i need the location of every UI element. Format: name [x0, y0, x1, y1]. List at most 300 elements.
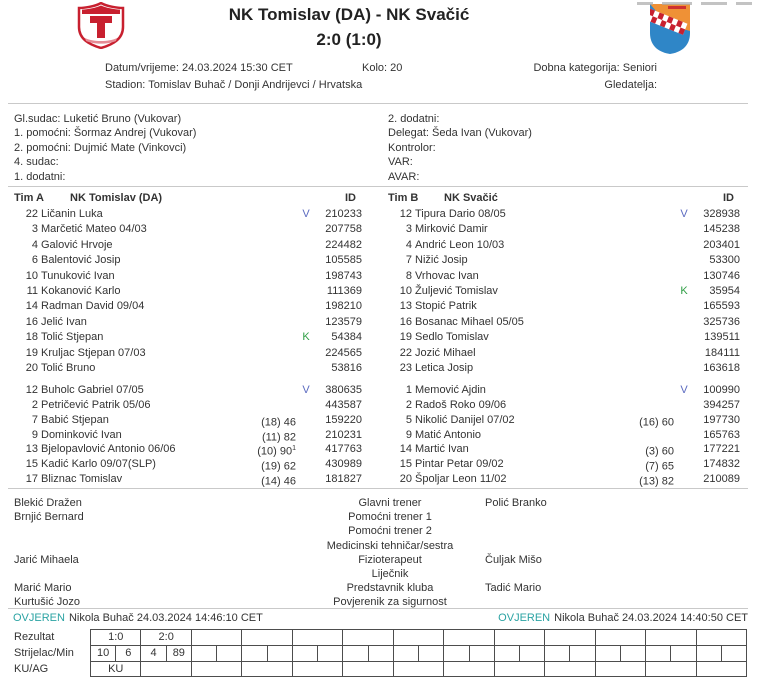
- scorer-minute-cell: [495, 646, 545, 661]
- player-number: 4: [405, 238, 412, 251]
- result-score-row: [91, 630, 746, 646]
- captain-goalkeeper-mark: [674, 472, 694, 487]
- captain-goalkeeper-mark: [296, 346, 316, 361]
- player-id: 394257: [703, 399, 740, 412]
- team-a-section: [14, 191, 362, 487]
- kuag-cell: [444, 662, 494, 677]
- player-id: 177221: [703, 443, 740, 456]
- kuag-cell: [192, 662, 242, 677]
- substitution-text: (11) 82: [261, 431, 296, 444]
- official-entry: 1. dodatni:: [14, 170, 66, 183]
- scorer-minute-row: [91, 646, 746, 662]
- player-id: 139511: [704, 331, 740, 344]
- scorer-number: [242, 646, 266, 661]
- player-row: [388, 442, 740, 457]
- divider: [8, 186, 748, 187]
- official-entry: Gl.sudac: Luketić Bruno (Vukovar): [14, 113, 182, 125]
- staff-row: [0, 553, 758, 567]
- player-id: 105585: [325, 254, 362, 267]
- player-number: 19: [399, 331, 412, 344]
- player-id: 53816: [331, 361, 362, 374]
- goal-minute: 89: [166, 646, 191, 661]
- captain-goalkeeper-mark: [674, 238, 694, 253]
- divider: [8, 103, 748, 104]
- staff-name-home: Marić Mario: [14, 582, 72, 595]
- substitution-text: (18) 46: [261, 416, 296, 429]
- captain-goalkeeper-mark: [296, 253, 316, 268]
- player-id: 325736: [703, 315, 740, 328]
- player-number: 10: [399, 284, 412, 297]
- score-cell: [444, 630, 494, 645]
- kuag-row-label: KU/AG: [14, 663, 49, 675]
- team-b-label: Tim B: [388, 192, 419, 204]
- player-id: 210231: [325, 428, 362, 441]
- player-row: [14, 413, 362, 428]
- attendance: Gledatelja:: [604, 79, 657, 91]
- player-name: Bliznac Tomislav: [41, 473, 123, 486]
- staff-role-label: Glavni trener: [358, 497, 422, 509]
- score-cell: [242, 630, 292, 645]
- player-id: 198743: [325, 269, 362, 282]
- substitution-info: [261, 472, 296, 487]
- player-name: Mirković Damir: [415, 223, 488, 236]
- scorer-minute-cell: [91, 646, 141, 661]
- player-row: [14, 284, 362, 299]
- kuag-cell: [394, 662, 444, 677]
- goal-minute: [721, 646, 746, 661]
- captain-goalkeeper-mark: [296, 238, 316, 253]
- score-cell: [646, 630, 696, 645]
- staff-row: [0, 510, 758, 524]
- scorer-minute-cell: [394, 646, 444, 661]
- player-name: Marčetić Mateo 04/03: [41, 223, 147, 236]
- player-number: 10: [25, 269, 38, 282]
- player-id: 165593: [703, 300, 740, 313]
- scorer-number: [697, 646, 721, 661]
- certified-by: Nikola Buhač 24.03.2024 14:40:50 CET: [554, 612, 748, 624]
- scorer-number: 10: [96, 647, 110, 659]
- staff-role-label: Fizioterapeut: [358, 553, 422, 566]
- captain-goalkeeper-mark: [296, 398, 316, 413]
- staff-name-home: Brnjić Bernard: [14, 511, 84, 524]
- player-id: 417763: [325, 443, 362, 456]
- captain-goalkeeper-mark: [674, 457, 694, 472]
- captain-goalkeeper-mark: [296, 457, 316, 472]
- certified-status: OVJEREN: [13, 612, 65, 624]
- captain-goalkeeper-mark: [674, 361, 694, 376]
- match-score: 2:0 (1:0): [316, 30, 382, 49]
- stadium: Stadion: Tomislav Buhač / Donji Andrijevci / Hrvatska: [105, 79, 363, 91]
- score-cell: [192, 630, 242, 645]
- player-number: 9: [31, 428, 38, 441]
- goal-minute: [216, 646, 241, 661]
- player-id: 123579: [325, 315, 362, 328]
- player-id: 35954: [709, 284, 740, 297]
- official-entry: Kontrolor:: [388, 141, 436, 154]
- score-cell: [596, 630, 646, 645]
- certification-home: [13, 612, 263, 625]
- player-name: Tolić Stjepan: [41, 331, 104, 344]
- official-entry: 4. sudac:: [14, 156, 59, 169]
- player-number: 22: [399, 346, 412, 359]
- player-number: 8: [405, 269, 412, 282]
- match-title: NK Tomislav (DA) - NK Svačić: [228, 5, 470, 24]
- score-cell: [343, 630, 393, 645]
- player-name: Nikolić Danijel 07/02: [415, 413, 515, 426]
- team-b-section: [388, 191, 740, 487]
- kuag-cell: [293, 662, 343, 677]
- player-number: 11: [26, 284, 38, 297]
- id-column-header: ID: [723, 192, 734, 204]
- captain-goalkeeper-mark: K: [302, 331, 310, 344]
- player-number: 9: [405, 428, 412, 441]
- scorer-minute-cell: [596, 646, 646, 661]
- result-row-label: Rezultat: [14, 631, 55, 643]
- scorer-minute-row-label: Strijelac/Min: [14, 647, 74, 659]
- team-b-starters: [388, 207, 740, 376]
- scorer-minute-cell: [141, 646, 191, 661]
- player-name: Pintar Petar 09/02: [415, 458, 504, 471]
- captain-goalkeeper-mark: [296, 284, 316, 299]
- certified-status: OVJEREN: [498, 612, 551, 624]
- scorer-number: [293, 646, 317, 661]
- player-number: 23: [399, 361, 412, 374]
- player-row: [388, 284, 740, 299]
- substitution-info: [261, 457, 296, 472]
- scorer-number: [495, 646, 519, 661]
- id-column-header: ID: [345, 192, 356, 204]
- player-number: 3: [31, 223, 38, 236]
- officials-right-column: [388, 112, 532, 184]
- player-name: Letica Josip: [415, 361, 474, 374]
- player-number: 15: [25, 458, 38, 471]
- captain-goalkeeper-mark: [674, 413, 694, 428]
- captain-goalkeeper-mark: [674, 222, 694, 237]
- player-name: Galović Hrvoje: [41, 238, 113, 251]
- player-id: 100990: [703, 384, 740, 397]
- staff-name-home: Kurtušić Jozo: [14, 596, 81, 609]
- player-id: 54384: [331, 331, 362, 344]
- player-number: 14: [399, 443, 412, 456]
- kuag-cell: [545, 662, 595, 677]
- player-name: Buholc Gabriel 07/05: [41, 384, 144, 397]
- captain-goalkeeper-mark: [674, 253, 694, 268]
- print-header-marks: [637, 2, 752, 5]
- captain-goalkeeper-mark: [296, 299, 316, 314]
- minute-superscript: 1: [292, 445, 296, 453]
- divider: [8, 488, 748, 489]
- player-name: Stopić Patrik: [415, 300, 477, 313]
- scorer-number: [545, 646, 569, 661]
- player-number: 7: [405, 254, 412, 267]
- captain-goalkeeper-mark: [674, 330, 694, 345]
- player-name: Jozić Mihael: [415, 346, 476, 359]
- goal-minute: [267, 646, 292, 661]
- player-row: [14, 238, 362, 253]
- player-id: 111369: [326, 284, 362, 297]
- print-mark: [701, 2, 727, 5]
- certification-away: [498, 612, 748, 625]
- goal-minute: [519, 646, 544, 661]
- substitution-info: [261, 413, 296, 428]
- player-row: [14, 299, 362, 314]
- player-row: [388, 428, 740, 443]
- team-b-name: NK Svačić: [444, 192, 498, 204]
- official-entry: AVAR:: [388, 170, 420, 183]
- player-name: Tipura Dario 08/05: [415, 208, 506, 220]
- player-row: [388, 398, 740, 413]
- spacer: [14, 376, 362, 383]
- player-id: 443587: [325, 399, 362, 412]
- player-row: [388, 330, 740, 345]
- player-name: Radoš Roko 09/06: [415, 399, 507, 412]
- team-a-name: NK Tomislav (DA): [70, 192, 163, 204]
- team-a-substitutes: [14, 383, 362, 487]
- player-name: Tolić Bruno: [41, 361, 96, 374]
- captain-goalkeeper-mark: V: [680, 208, 688, 220]
- substitution-info: [639, 472, 674, 487]
- player-row: [388, 361, 740, 376]
- captain-goalkeeper-mark: [674, 442, 694, 457]
- player-row: [388, 315, 740, 330]
- player-number: 16: [399, 315, 412, 328]
- scorer-minute-cell: [293, 646, 343, 661]
- kuag-cell: [646, 662, 696, 677]
- staff-row: [0, 539, 758, 553]
- player-number: 7: [31, 413, 38, 426]
- captain-goalkeeper-mark: [296, 413, 316, 428]
- player-name: Dominković Ivan: [41, 428, 122, 441]
- staff-name-away: Čuljak Mišo: [485, 553, 542, 566]
- player-name: Petričević Patrik 05/06: [41, 399, 151, 412]
- score-cell: [545, 630, 595, 645]
- kuag-cell: [242, 662, 292, 677]
- substitution-text: (19) 62: [261, 460, 296, 473]
- player-row: [14, 361, 362, 376]
- captain-goalkeeper-mark: [296, 269, 316, 284]
- player-number: 1: [405, 384, 412, 397]
- player-number: 19: [25, 346, 38, 359]
- captain-goalkeeper-mark: [674, 299, 694, 314]
- player-number: 13: [399, 300, 412, 313]
- player-name: Špoljar Leon 11/02: [415, 473, 507, 486]
- player-row: [14, 253, 362, 268]
- captain-goalkeeper-mark: V: [302, 208, 310, 220]
- staff-role-label: Liječnik: [371, 567, 409, 580]
- player-name: Andrić Leon 10/03: [415, 238, 505, 251]
- kuag-cell: [495, 662, 545, 677]
- substitution-info: [639, 413, 674, 428]
- match-title-block: [110, 2, 588, 52]
- score-cell: [394, 630, 444, 645]
- team-a-starters: [14, 207, 362, 376]
- player-number: 17: [25, 473, 38, 486]
- goal-minute: [368, 646, 393, 661]
- player-row: [14, 457, 362, 472]
- player-name: Vrhovac Ivan: [415, 269, 479, 282]
- staff-row: [0, 524, 758, 538]
- captain-goalkeeper-mark: [296, 315, 316, 330]
- player-row: [14, 398, 362, 413]
- player-row: [388, 253, 740, 268]
- kuag-row: [91, 662, 746, 677]
- scorer-number: [646, 646, 670, 661]
- away-club-crest-icon: [648, 3, 692, 55]
- player-id: 130746: [703, 269, 740, 282]
- player-id: 159220: [325, 413, 362, 426]
- staff-role-label: Predstavnik kluba: [346, 582, 434, 595]
- player-name: Matić Antonio: [415, 428, 482, 441]
- player-name: Balentović Josip: [41, 254, 121, 267]
- player-id: 198210: [325, 300, 362, 313]
- score-cell: [293, 630, 343, 645]
- team-b-substitutes: [388, 383, 740, 487]
- player-number: 18: [25, 331, 38, 344]
- player-name: Žuljević Tomislav: [415, 284, 498, 297]
- player-id: 197730: [703, 413, 740, 426]
- player-name: Radman David 09/04: [41, 300, 145, 313]
- captain-goalkeeper-mark: [296, 472, 316, 487]
- player-id: 207758: [325, 223, 362, 236]
- captain-goalkeeper-mark: [296, 442, 316, 457]
- substitution-text: (13) 82: [639, 475, 674, 488]
- scorer-minute-cell: [697, 646, 746, 661]
- spacer: [388, 376, 740, 383]
- kuag-cell: [141, 662, 191, 677]
- staff-name-away: Tadić Mario: [485, 582, 542, 595]
- officials-left-column: [14, 112, 196, 184]
- goal-minute: [469, 646, 494, 661]
- player-row: [388, 472, 740, 487]
- staff-row: [0, 567, 758, 581]
- scorer-minute-cell: [444, 646, 494, 661]
- kuag-cell: [596, 662, 646, 677]
- kuag-cell: [343, 662, 393, 677]
- player-number: 6: [31, 254, 38, 267]
- player-number: 4: [31, 238, 38, 251]
- player-number: 22: [25, 208, 38, 220]
- player-row: [388, 346, 740, 361]
- player-row: [388, 207, 740, 222]
- player-row: [14, 207, 362, 222]
- player-number: 2: [405, 399, 412, 412]
- player-row: [14, 269, 362, 284]
- goal-minute: 6: [115, 646, 140, 661]
- player-row: [14, 330, 362, 345]
- player-number: 12: [399, 208, 412, 220]
- captain-goalkeeper-mark: [674, 398, 694, 413]
- player-id: 53300: [709, 254, 740, 267]
- player-number: 13: [25, 443, 38, 456]
- goal-minute: [418, 646, 443, 661]
- player-name: Kruljac Stjepan 07/03: [41, 346, 146, 359]
- result-table: [90, 629, 747, 677]
- captain-goalkeeper-mark: [674, 315, 694, 330]
- staff-role-label: Povjerenik za sigurnost: [333, 596, 447, 609]
- goal-minute: [569, 646, 594, 661]
- substitution-info: [645, 442, 674, 457]
- age-category: Dobna kategorija: Seniori: [533, 62, 657, 74]
- scorer-number: [596, 646, 620, 661]
- scorer-minute-cell: [343, 646, 393, 661]
- print-mark: [662, 2, 692, 5]
- player-row: [14, 442, 362, 457]
- official-entry: Delegat: Šeda Ivan (Vukovar): [388, 127, 532, 140]
- score-cell: 2:0: [141, 630, 191, 645]
- captain-goalkeeper-mark: V: [680, 384, 688, 397]
- player-row: [14, 428, 362, 443]
- match-datetime: Datum/vrijeme: 24.03.2024 15:30 CET: [105, 62, 293, 74]
- player-number: 12: [25, 384, 38, 397]
- substitution-text: (3) 60: [645, 446, 674, 459]
- player-number: 20: [399, 473, 412, 486]
- player-name: Jelić Ivan: [41, 315, 87, 328]
- player-id: 165763: [703, 428, 740, 441]
- staff-role-label: Medicinski tehničar/sestra: [326, 539, 454, 552]
- goal-minute: [317, 646, 342, 661]
- print-mark: [637, 2, 653, 5]
- player-name: Kokanović Karlo: [41, 284, 121, 297]
- official-entry: 2. dodatni:: [388, 113, 440, 125]
- print-mark: [736, 2, 752, 5]
- player-row: [14, 315, 362, 330]
- official-entry: 2. pomoćni: Dujmić Mate (Vinkovci): [14, 141, 187, 154]
- player-number: 14: [25, 300, 38, 313]
- player-name: Bosanac Mihael 05/05: [415, 315, 524, 328]
- staff-row: [0, 581, 758, 595]
- substitution-info: [262, 428, 296, 443]
- captain-goalkeeper-mark: [296, 222, 316, 237]
- scorer-minute-cell: [545, 646, 595, 661]
- scorer-number: [394, 646, 418, 661]
- player-name: Babić Stjepan: [41, 413, 109, 426]
- player-name: Sedlo Tomislav: [415, 331, 489, 344]
- official-entry: VAR:: [388, 156, 413, 169]
- staff-role-label: Pomoćni trener 2: [348, 525, 432, 538]
- team-a-label: Tim A: [14, 192, 44, 204]
- player-row: [14, 346, 362, 361]
- player-id: 184111: [704, 346, 740, 359]
- player-id: 210233: [325, 208, 362, 220]
- player-name: Memović Ajdin: [415, 384, 486, 397]
- player-name: Ličanin Luka: [41, 208, 103, 220]
- player-id: 174832: [703, 458, 740, 471]
- player-row: [14, 222, 362, 237]
- player-number: 16: [25, 315, 38, 328]
- player-id: 210089: [703, 473, 740, 486]
- staff-name-away: Polić Branko: [485, 497, 547, 509]
- staff-section: [0, 496, 758, 610]
- player-number: 5: [405, 413, 412, 426]
- player-id: 163618: [703, 361, 740, 374]
- captain-goalkeeper-mark: [674, 346, 694, 361]
- divider: [8, 608, 748, 609]
- captain-goalkeeper-mark: [674, 269, 694, 284]
- player-name: Tunuković Ivan: [41, 269, 115, 282]
- goal-minute: [670, 646, 695, 661]
- player-id: 224482: [325, 238, 362, 251]
- substitution-text: (10) 90: [257, 446, 293, 459]
- player-number: 15: [399, 458, 412, 471]
- captain-goalkeeper-mark: V: [302, 384, 310, 397]
- goal-minute: [620, 646, 645, 661]
- substitution-info: [257, 442, 296, 457]
- player-name: Bjelopavlović Antonio 06/06: [41, 443, 176, 456]
- captain-goalkeeper-mark: K: [680, 284, 688, 297]
- player-id: 380635: [325, 384, 362, 397]
- scorer-number: [343, 646, 367, 661]
- player-row: [14, 472, 362, 487]
